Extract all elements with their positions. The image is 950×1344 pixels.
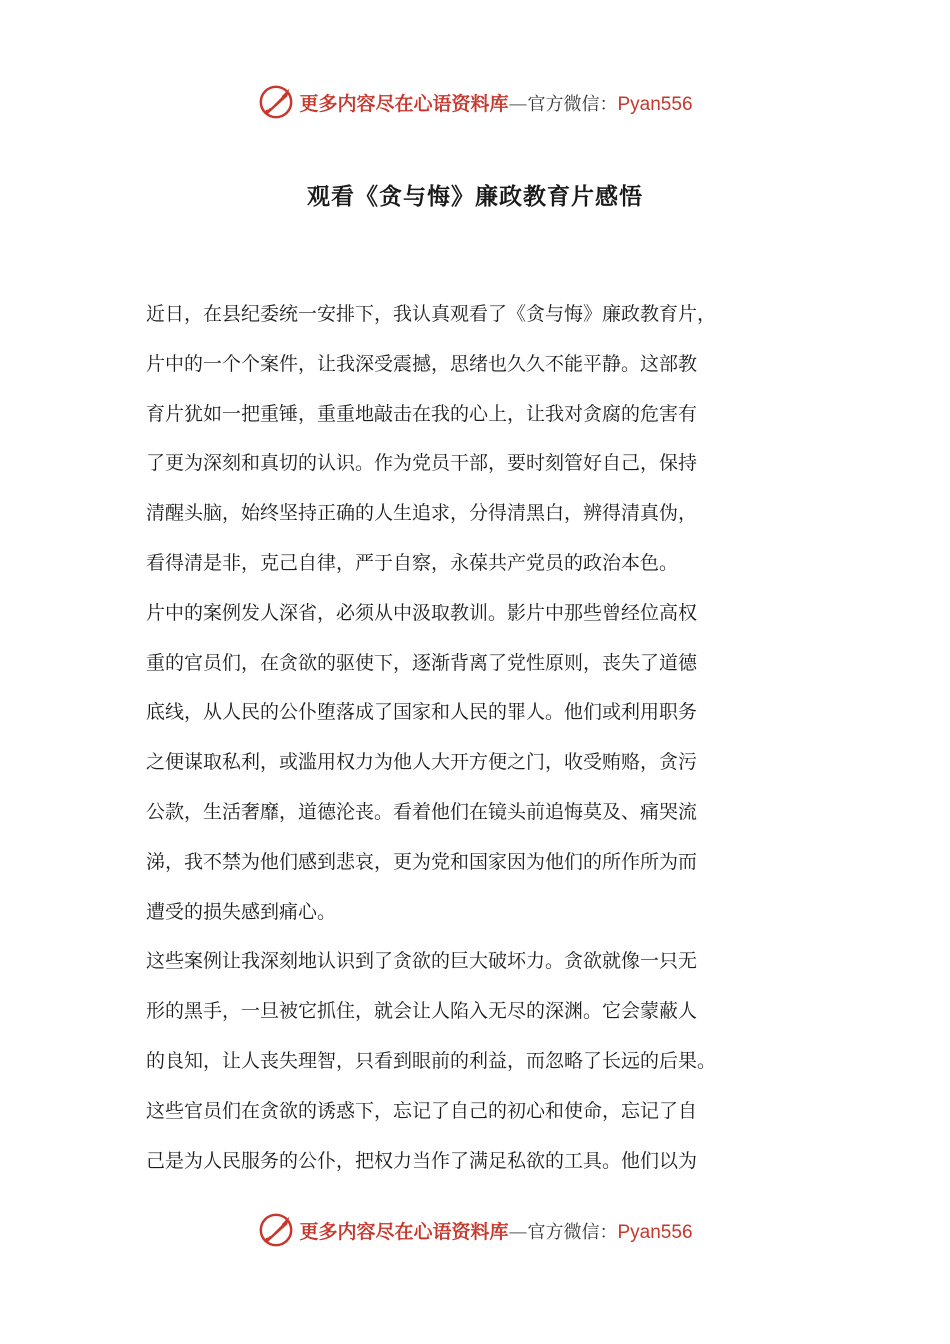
body-line: 底线，从人民的公仆堕落成了国家和人民的罪人。他们或利用职务	[146, 701, 698, 724]
pen-logo-icon	[257, 83, 295, 121]
document-body	[146, 290, 808, 1186]
body-line: 清醒头脑，始终坚持正确的人生追求，分得清黑白，辨得清真伪，	[146, 502, 698, 525]
body-line: 的良知，让人丧失理智，只看到眼前的利益，而忽略了长远的后果。	[146, 1049, 717, 1072]
body-line: 看得清是非，克己自律，严于自察，永葆共产党员的政治本色。	[146, 551, 679, 574]
banner-wechat-id: Pyan556	[617, 93, 693, 115]
banner-dash: —	[508, 92, 528, 115]
banner-wechat-label: 官方微信：	[527, 93, 618, 115]
banner-main-text: 更多内容尽在心语资料库	[299, 92, 509, 115]
body-line: 片中的案例发人深省，必须从中汲取教训。影片中那些曾经位高权	[146, 601, 698, 624]
banner-wechat-id: Pyan556	[617, 1221, 693, 1243]
banner-dash: —	[508, 1220, 528, 1243]
body-line: 片中的一个个案件，让我深受震撼，思绪也久久不能平静。这部教	[146, 352, 698, 375]
body-line: 这些官员们在贪欲的诱惑下，忘记了自己的初心和使命，忘记了自	[146, 1099, 698, 1122]
body-line: 公款，生活奢靡，道德沦丧。看着他们在镜头前追悔莫及、痛哭流	[146, 800, 698, 823]
body-line: 近日，在县纪委统一安排下，我认真观看了《贪与悔》廉政教育片，	[146, 303, 717, 325]
body-line: 遭受的损失感到痛心。	[146, 900, 337, 923]
body-line: 之便谋取私利，或滥用权力为他人大开方便之门，收受贿赂，贪污	[146, 751, 698, 774]
body-line: 了更为深刻和真切的认识。作为党员干部，要时刻管好自己，保持	[146, 452, 698, 475]
body-line: 形的黑手，一旦被它抓住，就会让人陷入无尽的深渊。它会蒙蔽人	[146, 1000, 698, 1023]
body-line: 重的官员们，在贪欲的驱使下，逐渐背离了党性原则，丧失了道德	[146, 651, 698, 674]
document-title: 观看《贪与悔》廉政教育片感悟	[307, 183, 643, 210]
body-line: 这些案例让我深刻地认识到了贪欲的巨大破坏力。贪欲就像一只无	[146, 950, 698, 973]
body-line: 涕，我不禁为他们感到悲哀，更为党和国家因为他们的所作所为而	[146, 850, 698, 873]
header-banner	[0, 80, 950, 124]
banner-wechat-label: 官方微信：	[527, 1221, 618, 1243]
footer-banner	[0, 1208, 950, 1252]
body-line: 育片犹如一把重锤，重重地敲击在我的心上，让我对贪腐的危害有	[146, 402, 698, 425]
body-line: 己是为人民服务的公仆，把权力当作了满足私欲的工具。他们以为	[146, 1149, 698, 1172]
banner-main-text: 更多内容尽在心语资料库	[299, 1220, 509, 1243]
pen-logo-icon	[257, 1211, 295, 1249]
